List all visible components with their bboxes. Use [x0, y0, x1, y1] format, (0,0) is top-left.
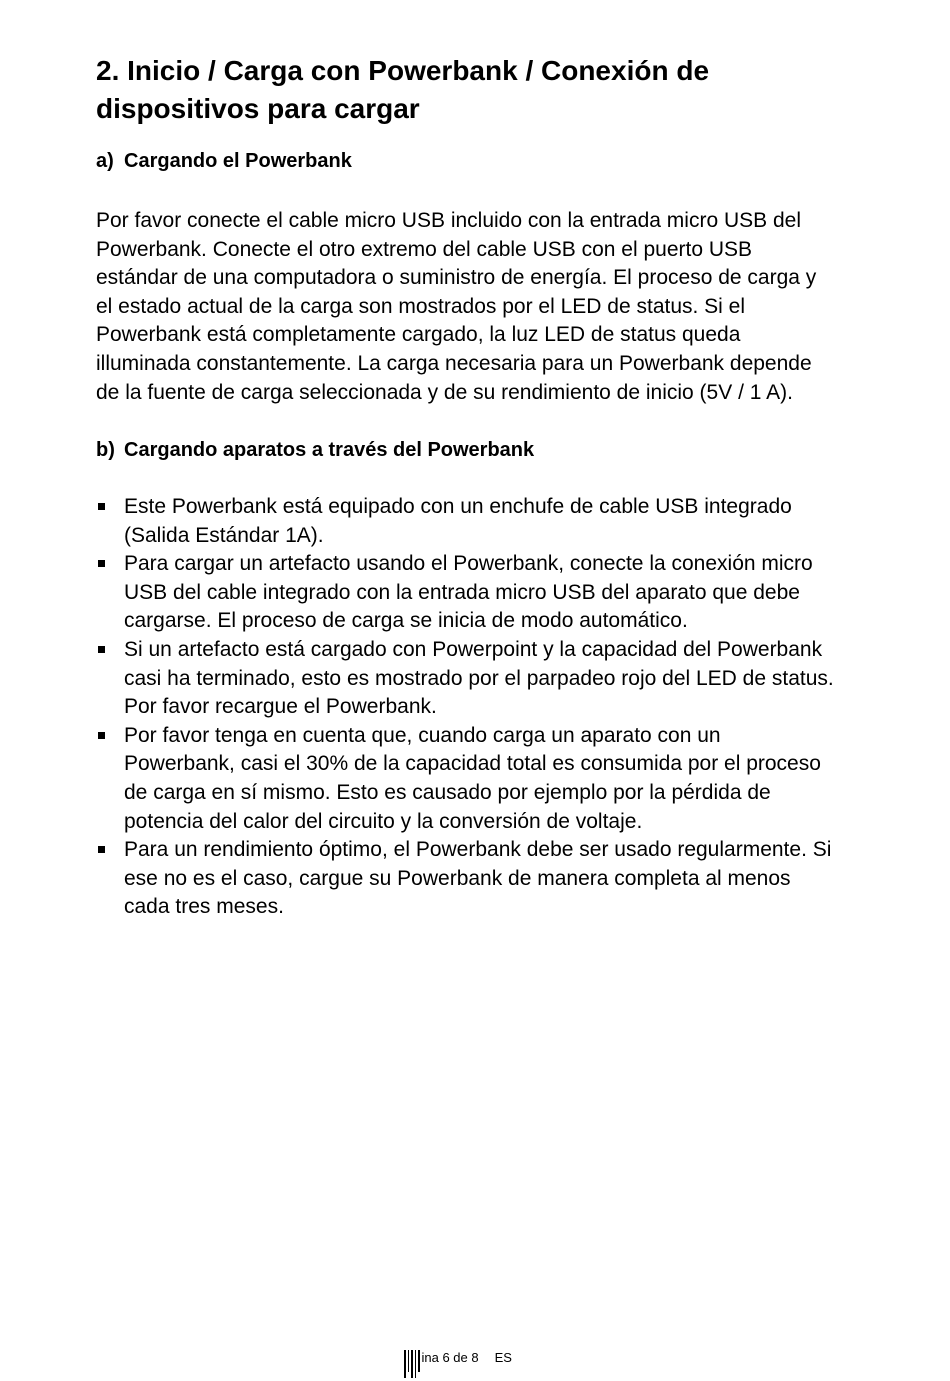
page-number: ina 6 de 8: [421, 1350, 479, 1365]
section-a-paragraph: Por favor conecte el cable micro USB incluido con la entrada micro USB del Powerbank. Conecte el otro extremo del cable USB con el puerto USB estándar de una computadora o suministro de energía. El proceso de carga y el estado actual de la carga son mostrados por el LED de status. Si el Powerbank está completamente cargado, la luz LED de status queda illuminada constantemente. La carga necesaria para un Powerbank depende de la fuente de carga seleccionada y de su rendimiento de inicio (5V / 1 A).: [96, 209, 817, 404]
list-item: [96, 722, 836, 836]
list-item: [96, 636, 836, 722]
language-code: ES: [494, 1350, 512, 1365]
bullet-square-icon: [96, 636, 124, 722]
list-item-text: Este Powerbank está equipado con un enchufe de cable USB integrado (Salida Estándar 1A).: [124, 495, 792, 547]
list-item-text: Si un artefacto está cargado con Powerpoint y la capacidad del Powerbank casi ha terminado, esto es mostrado por el parpadeo rojo del LED de status. Por favor recargue el Powerbank.: [124, 637, 834, 719]
list-item-text: Para un rendimiento óptimo, el Powerbank debe ser usado regularmente. Si ese no es el caso, cargue su Powerbank de manera completa al menos cada tres meses.: [124, 838, 832, 919]
section-b-title: Cargando aparatos a través del Powerbank: [124, 439, 535, 461]
bullet-square-icon: [96, 550, 124, 636]
section-b-heading: [96, 436, 534, 464]
section-a-heading: [96, 147, 352, 175]
list-item: [96, 550, 836, 636]
list-item-text: Para cargar un artefacto usando el Powerbank, conecte la conexión micro USB del cable integrado con la entrada micro USB del aparato que debe cargarse. El proceso de carga se inicia de modo automático.: [124, 552, 813, 633]
section-a-title: Cargando el Powerbank: [124, 150, 352, 172]
list-item: [96, 836, 836, 922]
bullet-square-icon: [96, 836, 124, 922]
list-item: [96, 493, 836, 550]
section-a-marker: a): [96, 150, 114, 172]
page-footer: [404, 1350, 512, 1380]
list-item-text: Por favor tenga en cuenta que, cuando carga un aparato con un Powerbank, casi el 30% de la capacidad total es consumida por el proceso de carga en sí mismo. Esto es causado por ejemplo por la pérdida de potencia del calor del circuito y la conversión de voltaje.: [124, 723, 821, 833]
section-b-marker: b): [96, 439, 115, 461]
bullet-square-icon: [96, 493, 124, 550]
barcode-icon: [404, 1350, 420, 1380]
section-b-bullet-list: [96, 493, 836, 922]
bullet-square-icon: [96, 722, 124, 836]
page-title: 2. Inicio / Carga con Powerbank / Conexión de dispositivos para cargar: [96, 55, 710, 124]
